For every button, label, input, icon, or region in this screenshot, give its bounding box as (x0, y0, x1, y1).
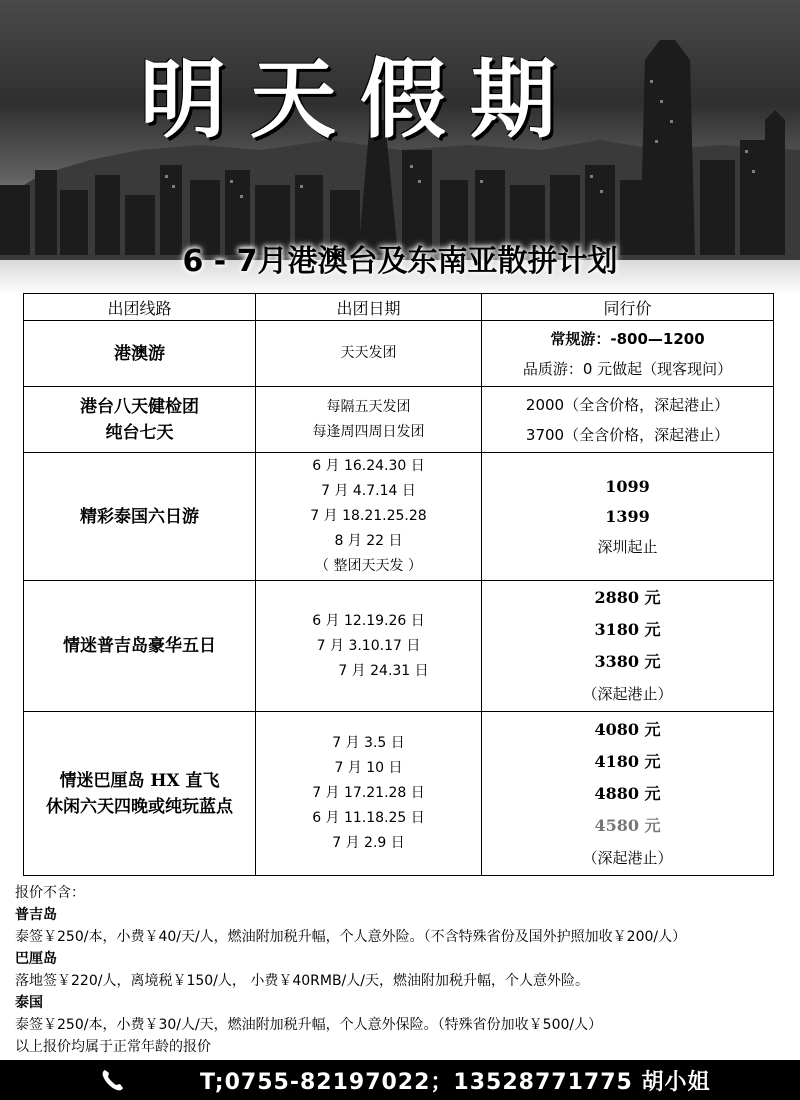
route-cell (24, 581, 256, 712)
price-line: 4180 元 (594, 751, 661, 771)
table-row (24, 712, 774, 876)
header-banner (0, 0, 800, 295)
date-line: （ 整团天天发 ） (315, 558, 422, 574)
price-notes (15, 882, 800, 1058)
date-line: 6 月 11.18.25 日 (312, 810, 425, 826)
price-line: 深圳起止 (597, 537, 658, 556)
date-line: 7 月 3.10.17 日 (316, 637, 421, 654)
price-cell (482, 453, 774, 581)
price-line: （深起港止） (582, 685, 673, 703)
table-row (24, 387, 774, 453)
route-name: 精彩泰国六日游 (80, 506, 199, 527)
price-cell (482, 712, 774, 876)
price-line: 3180 元 (594, 620, 661, 639)
route-cell (24, 712, 256, 876)
route-name: 情迷普吉岛豪华五日 (63, 636, 216, 656)
price-line: 常规游：-800—1200 (550, 329, 705, 348)
dates-cell (256, 453, 482, 581)
date-line: 7 月 10 日 (334, 760, 403, 776)
date-line: 天天发团 (340, 345, 397, 361)
price-line: 2000（全含价格，深起港止） (525, 395, 730, 414)
dates-cell (256, 581, 482, 712)
column-header: 出团线路 (24, 294, 256, 321)
brand-title: 明天假期 (140, 50, 580, 150)
price-line: 品质游：0 元做起（现客现问） (522, 359, 733, 378)
dates-cell (256, 321, 482, 387)
table-row (24, 453, 774, 581)
contact-footer (0, 1060, 800, 1100)
column-header: 出团日期 (256, 294, 482, 321)
price-line: 1399 (605, 506, 650, 526)
table-header-row (24, 294, 774, 321)
route-name: 休闲六天四晚或纯玩蓝点 (46, 796, 233, 817)
route-name: 港澳游 (114, 343, 165, 364)
route-cell (24, 453, 256, 581)
route-cell (24, 387, 256, 453)
price-line: （深起港止） (582, 848, 673, 867)
price-line: 3700（全含价格，深起港止） (525, 425, 730, 444)
notes-intro: 报价不含： (15, 885, 85, 901)
thailand-note: 泰签￥250/本，小费￥30/人/天，燃油附加税升幅，个人意外保险。（特殊省份加收￥500/人） (15, 1017, 603, 1033)
date-line: 7 月 4.7.14 日 (321, 483, 416, 499)
price-line: 4580 元 (594, 815, 661, 835)
date-line: 每隔五天发团 (326, 398, 411, 415)
page-subtitle: 6 - 7月港澳台及东南亚散拼计划 (182, 244, 618, 279)
price-cell (482, 387, 774, 453)
date-line: 7 月 24.31 日 (338, 662, 429, 679)
date-line: 8 月 22 日 (334, 533, 403, 549)
route-cell (24, 321, 256, 387)
column-header: 同行价 (482, 294, 774, 321)
phone-icon (100, 1068, 126, 1096)
dates-cell (256, 712, 482, 876)
contact-info: T;0755-82197022；13528771775 胡小姐 (200, 1070, 711, 1095)
date-line: 7 月 2.9 日 (332, 835, 405, 851)
date-line: 7 月 3.5 日 (332, 735, 405, 751)
route-name: 情迷巴厘岛 HX 直飞 (59, 770, 220, 791)
notes-footer: 以上报价均属于正常年龄的报价 (15, 1039, 211, 1055)
date-line: 7 月 18.21.25.28 (310, 508, 427, 524)
price-line: 2880 元 (594, 588, 661, 607)
date-line: 每逢周四周日发团 (312, 423, 425, 440)
price-cell (482, 581, 774, 712)
table-row (24, 581, 774, 712)
route-name: 港台八天健检团 (80, 396, 199, 417)
date-line: 6 月 16.24.30 日 (312, 458, 425, 474)
date-line: 6 月 12.19.26 日 (312, 612, 425, 629)
price-line: 3380 元 (594, 652, 661, 671)
table-row (24, 321, 774, 387)
phuket-heading: 普吉岛 (15, 907, 57, 923)
price-table (23, 293, 774, 876)
bali-note: 落地签￥220/人，离境税￥150/人， 小费￥40RMB/人/天，燃油附加税升幅，个人意外险。 (15, 973, 589, 989)
price-line: 1099 (605, 476, 650, 496)
thailand-heading: 泰国 (15, 995, 43, 1011)
dates-cell (256, 387, 482, 453)
phuket-note: 泰签￥250/本，小费￥40/天/人，燃油附加税升幅，个人意外险。（不含特殊省份及国外护照加收￥200/人） (15, 929, 687, 945)
price-cell (482, 321, 774, 387)
route-name: 纯台七天 (105, 422, 174, 443)
bali-heading: 巴厘岛 (15, 951, 57, 967)
price-line: 4080 元 (594, 719, 661, 739)
price-line: 4880 元 (594, 783, 661, 803)
date-line: 7 月 17.21.28 日 (312, 785, 425, 801)
